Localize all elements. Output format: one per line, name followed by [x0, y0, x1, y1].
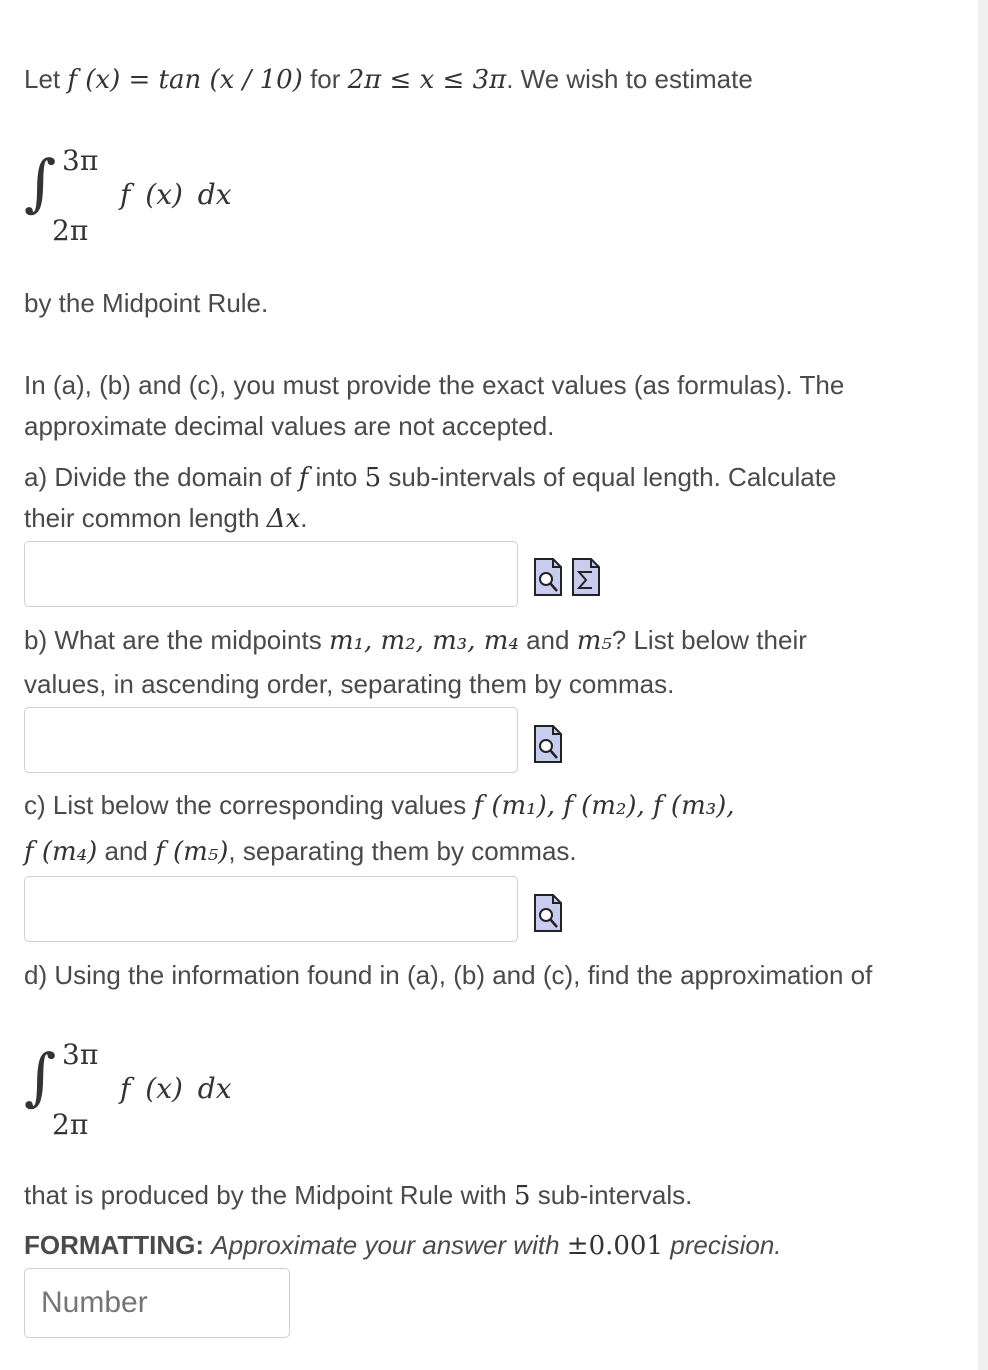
part-a-text-3: their common length	[24, 503, 260, 533]
part-d-line-2	[24, 1180, 692, 1211]
part-a-answer-field[interactable]	[24, 541, 518, 607]
part-d-text-1: that is produced by the Midpoint Rule with	[24, 1180, 507, 1210]
function-definition: f (x) = tan (x / 10)	[67, 65, 303, 95]
delta-x: Δx	[266, 504, 301, 534]
integral-sign: ∫	[24, 1040, 57, 1113]
equation-editor-icon[interactable]	[571, 557, 601, 597]
part-b-line-1	[24, 625, 807, 656]
part-d-line-1: d) Using the information found in (a), (b) and (c), find the approximation of	[24, 960, 873, 990]
midpoints-m1-m4: m₁, m₂, m₃, m₄	[328, 626, 519, 656]
part-c-and: and	[104, 836, 148, 866]
f-m4: f (m₄)	[24, 837, 98, 867]
integrand: f (x) dx	[120, 1072, 232, 1105]
formatting-label: FORMATTING:	[24, 1230, 205, 1260]
preview-icon[interactable]	[533, 557, 563, 597]
formatting-text: Approximate your answer with	[211, 1230, 560, 1260]
part-a-line-1	[24, 462, 836, 493]
precision-value: ±0.001	[566, 1231, 663, 1261]
right-edge-bar	[978, 0, 988, 1370]
integral-lower-limit: 2π	[52, 1108, 89, 1141]
part-b-and: and	[526, 625, 570, 655]
part-a-line-2	[24, 503, 307, 534]
part-b-line-2: values, in ascending order, separating them by commas.	[24, 669, 675, 699]
integral-sign: ∫	[24, 146, 57, 219]
intro-let: Let	[24, 64, 61, 94]
part-d-n: 5	[513, 1181, 531, 1211]
integral-expression-1	[24, 146, 324, 256]
preview-icon[interactable]	[533, 893, 563, 933]
part-b-text-2: ? List below their	[611, 625, 807, 655]
intro-suffix: . We wish to estimate	[506, 64, 753, 94]
number-answer-input[interactable]	[24, 1268, 290, 1338]
instructions-line-1: In (a), (b) and (c), you must provide the exact values (as formulas). The	[24, 370, 845, 400]
intro-line	[24, 64, 753, 95]
domain-inequality: 2π ≤ x ≤ 3π	[347, 65, 507, 95]
preview-icon[interactable]	[533, 724, 563, 764]
integral-upper-limit: 3π	[62, 1038, 99, 1071]
integrand: f (x) dx	[120, 178, 232, 211]
formatting-line	[24, 1230, 782, 1261]
part-c-answer-field[interactable]	[24, 876, 518, 942]
instructions-line-2: approximate decimal values are not accepted.	[24, 411, 555, 441]
part-a-f: f	[298, 463, 309, 493]
part-a-n: 5	[364, 463, 382, 493]
part-a-text-1: a) Divide the domain of	[24, 462, 292, 492]
intro-for: for	[310, 64, 341, 94]
part-c-line-2	[24, 836, 577, 867]
f-values-1-3: f (m₁), f (m₂), f (m₃),	[473, 791, 735, 821]
part-a-text-2: sub-intervals of equal length. Calculate	[388, 462, 837, 492]
part-c-text-1: c) List below the corresponding values	[24, 790, 467, 820]
part-c-text-2: , separating them by commas.	[228, 836, 577, 866]
part-d-text-2: sub-intervals.	[537, 1180, 693, 1210]
integral-expression-2	[24, 1040, 324, 1150]
part-b-answer-field[interactable]	[24, 707, 518, 773]
part-c-line-1	[24, 790, 735, 821]
part-b-text-1: b) What are the midpoints	[24, 625, 322, 655]
integral-lower-limit: 2π	[52, 214, 89, 247]
part-a-into: into	[315, 462, 358, 492]
by-midpoint-text: by the Midpoint Rule.	[24, 288, 269, 318]
part-a-period: .	[300, 503, 308, 533]
midpoint-m5: m₅	[576, 626, 612, 656]
f-m5: f (m₅)	[155, 837, 229, 867]
formatting-end: precision.	[670, 1230, 782, 1260]
integral-upper-limit: 3π	[62, 144, 99, 177]
